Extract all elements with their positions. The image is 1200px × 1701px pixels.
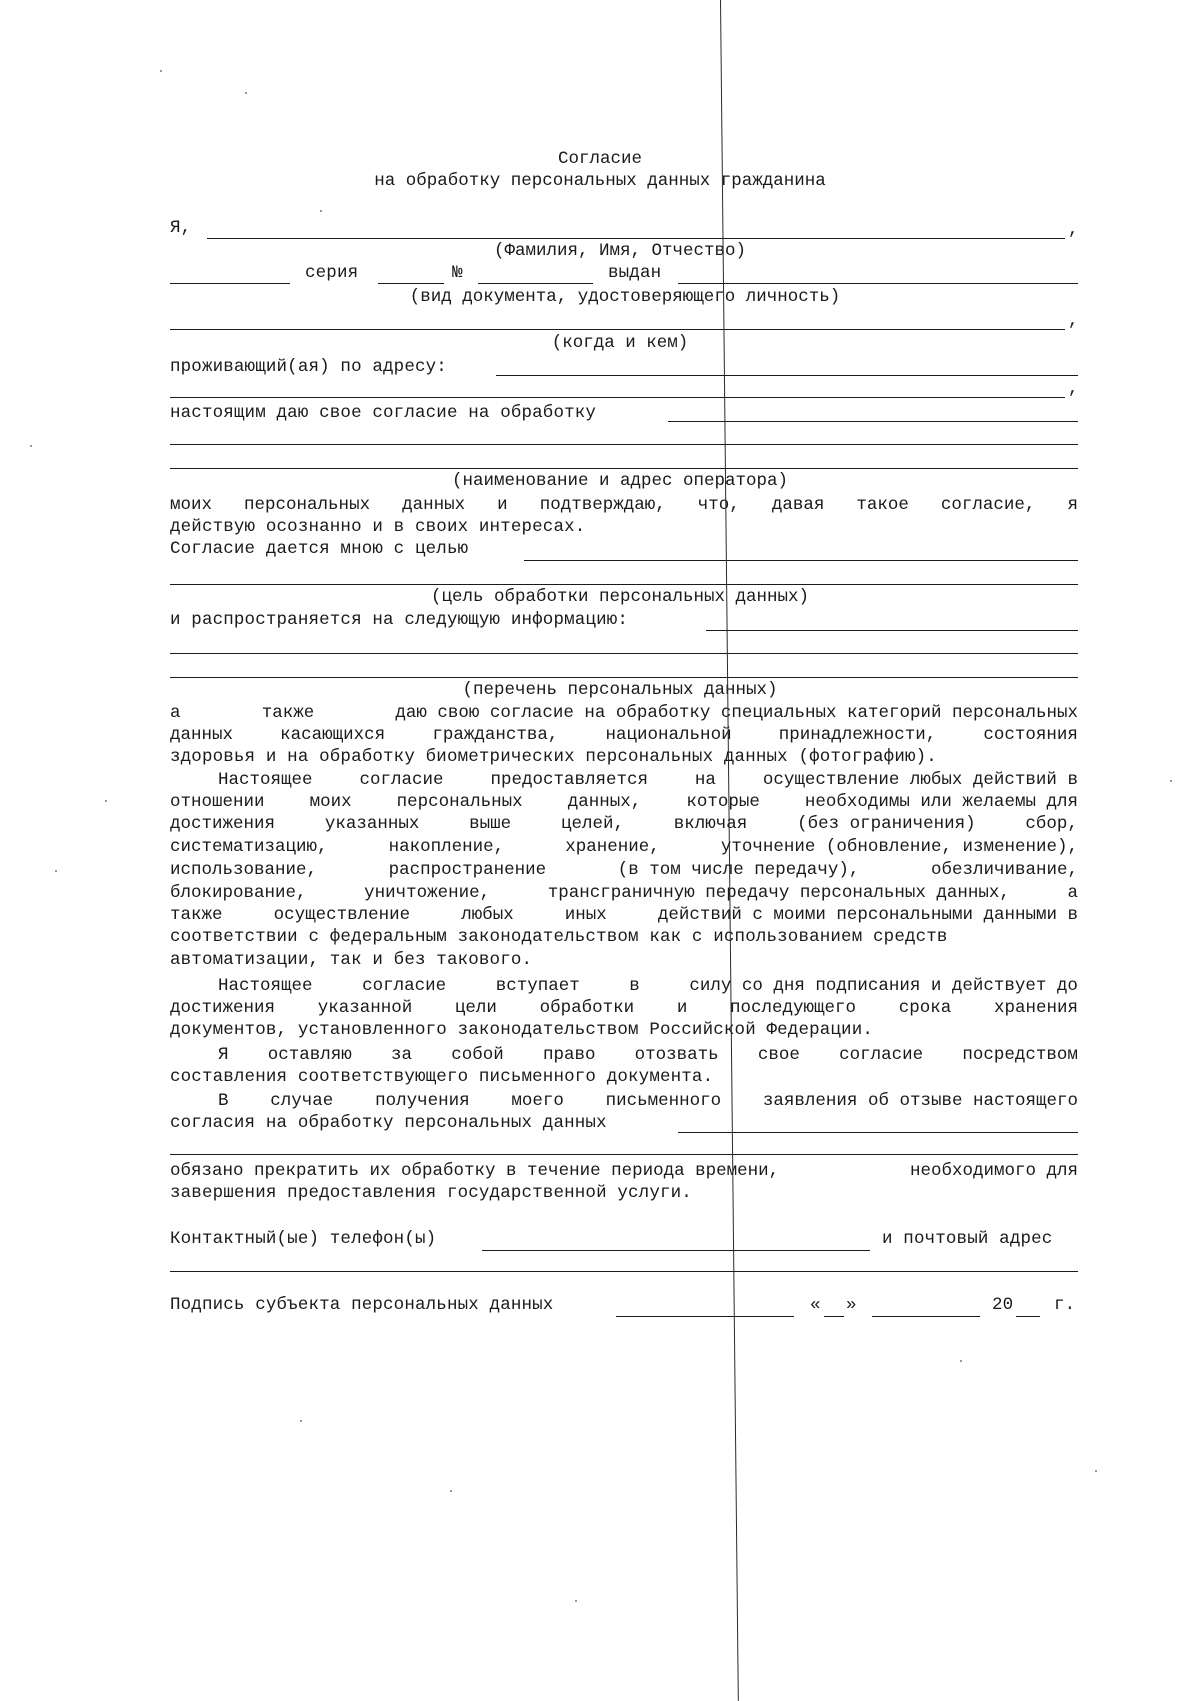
p1-line2: действую осознанно и в своих интересах. (170, 517, 586, 537)
actions-line6: блокирование, уничтожение, трансграничную передачу персональных данных, а (170, 883, 1078, 903)
operator-name-field-line-2[interactable] (170, 1154, 1078, 1155)
address-field-line-1[interactable] (496, 375, 1078, 376)
revoke-line1: Я оставляю за собой право отозвать свое согласие посредством (218, 1045, 1078, 1065)
special-line3: здоровья и на обработку биометрических персональных данных (фотографию). (170, 747, 937, 767)
scan-speck (300, 1420, 302, 1422)
purpose-field-line-2[interactable] (170, 584, 1078, 585)
operator-field-line-1[interactable] (668, 421, 1078, 422)
signature-field-line[interactable] (616, 1316, 794, 1317)
label-ya: Я, (170, 218, 192, 238)
month-field-line[interactable] (872, 1316, 980, 1317)
validity-line3: документов, установленного законодательством Российской Федерации. (170, 1020, 874, 1040)
operator-name-field-line-1[interactable] (678, 1132, 1078, 1133)
label-address: проживающий(ая) по адресу: (170, 357, 447, 377)
label-purpose: Согласие дается мною с целью (170, 539, 469, 559)
label-consent-operator: настоящим даю свое согласие на обработку (170, 403, 597, 423)
fio-field-line[interactable] (207, 238, 1065, 239)
label-seriya: серия (305, 263, 359, 283)
actions-line8: соответствии с федеральным законодательством как с использованием средств (170, 927, 948, 947)
validity-line2: достижения указанной цели обработки и последующего срока хранения (170, 998, 1078, 1018)
label-postal: и почтовый адрес (882, 1229, 1053, 1249)
label-info: и распространяется на следующую информацию: (170, 610, 629, 630)
scan-speck (55, 870, 57, 872)
caption-doc: (вид документа, удостоверяющего личность) (409, 287, 841, 307)
nomer-field-line[interactable] (478, 283, 593, 284)
actions-line4: систематизацию, накопление, хранение, уточнение (обновление, изменение), (170, 837, 1078, 857)
scan-speck (245, 92, 247, 94)
caption-operator: (наименование и адрес оператора) (451, 471, 789, 491)
comma-2: , (1068, 311, 1079, 331)
case-line2: согласия на обработку персональных данных (170, 1113, 607, 1133)
special-line1: а также даю свою согласие на обработку специальных категорий персональных (170, 703, 1078, 723)
actions-line2: отношении моих персональных данных, которые необходимы или желаемы для (170, 792, 1078, 812)
quote-open: « (810, 1295, 821, 1315)
p1-line1: моих персональных данных и подтверждаю, что, давая такое согласие, я (170, 495, 1078, 515)
label-vydan: выдан (608, 263, 662, 283)
scan-speck (1095, 1470, 1097, 1472)
scan-speck (320, 210, 322, 212)
comma-3: , (1068, 379, 1079, 399)
phone-field-line[interactable] (482, 1250, 870, 1251)
scan-speck (105, 800, 107, 802)
document-title: Согласие (557, 149, 642, 169)
comma: , (1068, 220, 1079, 240)
validity-line1: Настоящее согласие вступает в силу со дня подписания и действует до (218, 976, 1078, 996)
info-field-line-2[interactable] (170, 653, 1078, 654)
actions-line5: использование, распространение (в том числе передачу), обезличивание, (170, 860, 1078, 880)
scan-speck (960, 1360, 962, 1362)
caption-kogda: (когда и кем) (551, 333, 689, 353)
obliged-line1: обязано прекратить их обработку в течение периода времени, необходимого для (170, 1161, 1078, 1181)
day-field-line[interactable] (824, 1316, 844, 1317)
doc-type-field-line[interactable] (170, 283, 290, 284)
label-signature: Подпись субъекта персональных данных (170, 1295, 554, 1315)
scan-speck (160, 70, 162, 72)
actions-line1: Настоящее согласие предоставляется на осуществление любых действий в (218, 770, 1078, 790)
caption-fio: (Фамилия, Имя, Отчество) (493, 241, 747, 261)
actions-line3: достижения указанных выше целей, включая (без ограничения) сбор, (170, 814, 1078, 834)
postal-field-line[interactable] (170, 1271, 1078, 1272)
operator-field-line-2[interactable] (170, 444, 1078, 445)
document-subtitle: на обработку персональных данных гражданина (374, 171, 826, 191)
caption-list: (перечень персональных данных) (462, 680, 778, 700)
actions-line9: автоматизации, так и без такового. (170, 950, 533, 970)
scan-speck (575, 1600, 577, 1602)
label-nomer: № (452, 263, 463, 283)
revoke-line2: составления соответствующего письменного документа. (170, 1067, 714, 1087)
address-field-line-2[interactable] (170, 397, 1065, 398)
quote-close: » (846, 1295, 857, 1315)
issued-by-field-line[interactable] (170, 329, 1065, 330)
purpose-field-line-1[interactable] (524, 560, 1078, 561)
vydan-field-line[interactable] (678, 283, 1078, 284)
scan-speck (450, 1490, 452, 1492)
info-field-line-1[interactable] (706, 630, 1078, 631)
scan-speck (1170, 780, 1172, 782)
info-field-line-3[interactable] (170, 677, 1078, 678)
year-prefix: 20 (992, 1295, 1014, 1315)
caption-purpose: (цель обработки персональных данных) (430, 587, 810, 607)
year-field-line[interactable] (1016, 1316, 1040, 1317)
special-line2: данных касающихся гражданства, национальной принадлежности, состояния (170, 725, 1078, 745)
seriya-field-line[interactable] (378, 283, 444, 284)
label-contacts: Контактный(ые) телефон(ы) (170, 1229, 437, 1249)
obliged-line2: завершения предоставления государственной услуги. (170, 1183, 692, 1203)
operator-field-line-3[interactable] (170, 468, 1078, 469)
case-line1: В случае получения моего письменного заявления об отзыве настоящего (218, 1091, 1078, 1111)
year-suffix: г. (1054, 1295, 1076, 1315)
actions-line7: также осуществление любых иных действий с моими персональными данными в (170, 905, 1078, 925)
scan-speck (30, 445, 32, 447)
